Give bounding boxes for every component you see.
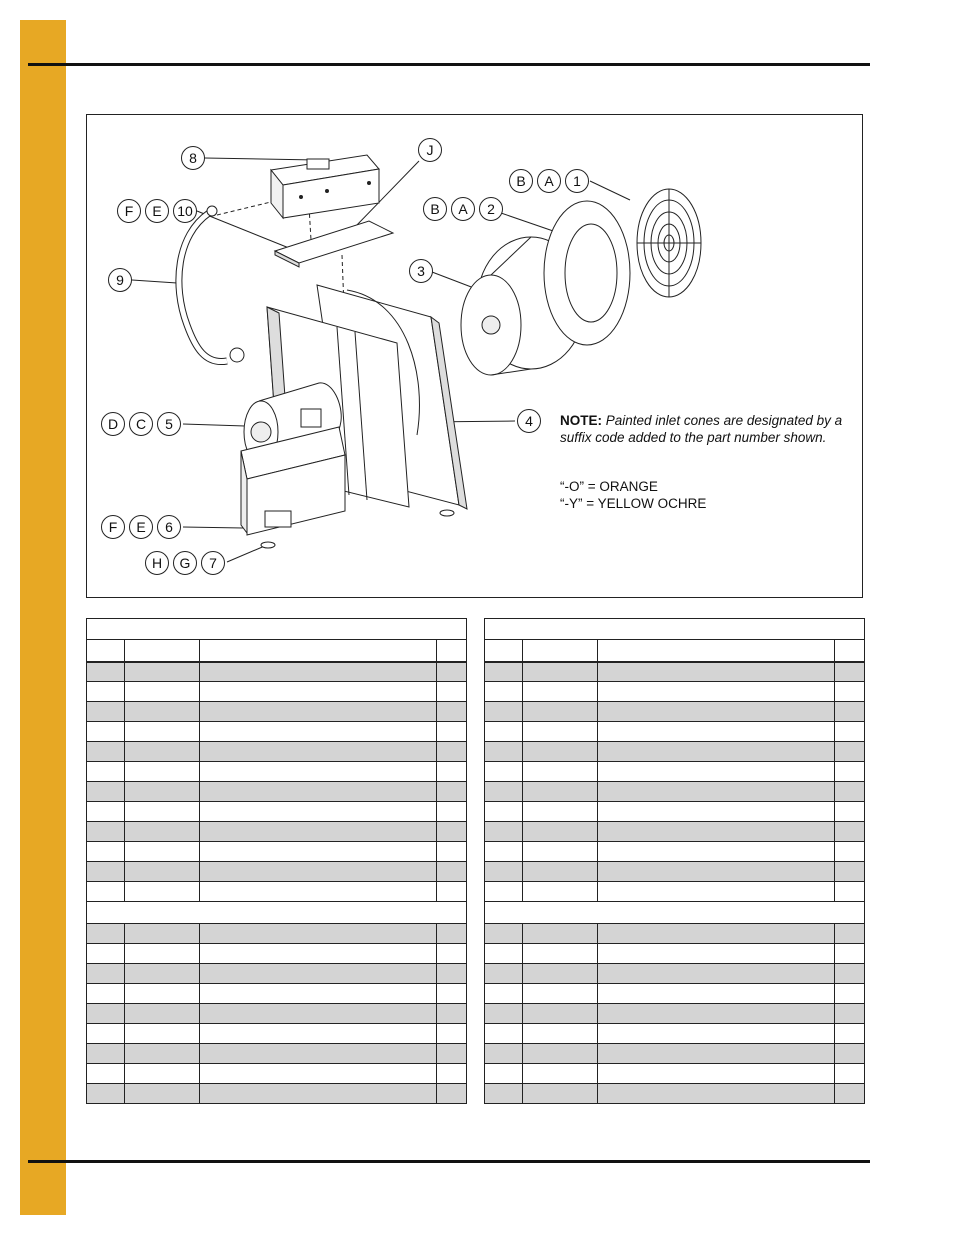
right-table-row-cell bbox=[485, 1064, 523, 1084]
left-table-row-cell bbox=[437, 964, 467, 984]
right-table-row-cell bbox=[523, 924, 598, 944]
left-table-row-cell bbox=[437, 682, 467, 702]
left-table-row-cell bbox=[437, 984, 467, 1004]
left-table-row-cell bbox=[200, 722, 437, 742]
right-table-row-cell bbox=[485, 842, 523, 862]
left-table-row-cell bbox=[200, 1044, 437, 1064]
left-table-header-row-cell bbox=[200, 640, 437, 662]
left-table-row-cell bbox=[200, 802, 437, 822]
right-table-row-cell bbox=[835, 682, 865, 702]
code-orange: “-O” = ORANGE bbox=[560, 479, 658, 494]
right-table-row-cell bbox=[485, 882, 523, 902]
left-table-row-cell bbox=[200, 702, 437, 722]
left-table-row-cell bbox=[125, 802, 200, 822]
right-table-row-cell bbox=[485, 722, 523, 742]
right-table-row-cell bbox=[523, 822, 598, 842]
left-table-row-cell bbox=[87, 722, 125, 742]
right-table-row-cell bbox=[523, 742, 598, 762]
callout-A-2: A bbox=[451, 197, 475, 221]
right-table-row-cell bbox=[523, 862, 598, 882]
right-table-row bbox=[485, 842, 865, 862]
left-table-row-cell bbox=[437, 742, 467, 762]
left-table-row-cell bbox=[437, 1044, 467, 1064]
right-table-row-cell bbox=[523, 1084, 598, 1104]
left-table-row bbox=[87, 842, 467, 862]
right-table-row-cell bbox=[598, 984, 835, 1004]
callout-7: 7 bbox=[201, 551, 225, 575]
right-table-row-cell bbox=[598, 1004, 835, 1024]
right-table-row-cell bbox=[485, 782, 523, 802]
left-table-row-cell bbox=[437, 1004, 467, 1024]
right-table-row-cell bbox=[523, 842, 598, 862]
left-table-row bbox=[87, 964, 467, 984]
right-table-row-cell bbox=[835, 882, 865, 902]
right-table-row bbox=[485, 1084, 865, 1104]
left-table-row-cell bbox=[87, 1044, 125, 1064]
callout-4: 4 bbox=[517, 409, 541, 433]
right-table-row-cell bbox=[598, 682, 835, 702]
right-table-row-cell bbox=[485, 762, 523, 782]
right-table-row-cell bbox=[598, 662, 835, 682]
right-table-row-cell bbox=[485, 1044, 523, 1064]
right-table-row bbox=[485, 1004, 865, 1024]
left-table-subheading-row bbox=[87, 902, 467, 924]
leader-6 bbox=[183, 527, 243, 528]
left-table-row-cell bbox=[125, 762, 200, 782]
conduit bbox=[179, 213, 227, 362]
right-table-row-cell bbox=[598, 944, 835, 964]
right-table-title-row bbox=[485, 619, 865, 640]
right-table-header-row-cell bbox=[523, 640, 598, 662]
right-table-row bbox=[485, 862, 865, 882]
left-table-row-cell bbox=[200, 742, 437, 762]
right-table-row-cell bbox=[835, 1004, 865, 1024]
parts-table-left bbox=[86, 618, 467, 1104]
inlet-cone bbox=[544, 201, 630, 345]
leader-1 bbox=[590, 181, 630, 200]
right-table-row-cell bbox=[598, 702, 835, 722]
left-table-row-cell bbox=[125, 924, 200, 944]
left-table-row bbox=[87, 1064, 467, 1084]
leader-9 bbox=[132, 280, 177, 283]
left-table-row-cell bbox=[437, 862, 467, 882]
right-table-row-cell bbox=[485, 984, 523, 1004]
left-table-row-cell bbox=[87, 1024, 125, 1044]
left-table-row-cell bbox=[87, 862, 125, 882]
left-table-row-cell bbox=[200, 964, 437, 984]
color-code-list bbox=[560, 478, 706, 512]
right-table-row-cell bbox=[835, 964, 865, 984]
left-table-row-cell bbox=[125, 822, 200, 842]
left-table-row-cell bbox=[87, 682, 125, 702]
left-table-row-cell bbox=[87, 702, 125, 722]
right-table-row bbox=[485, 1064, 865, 1084]
left-table-row-cell bbox=[437, 1024, 467, 1044]
left-table-row-cell bbox=[437, 802, 467, 822]
left-table-row-cell bbox=[87, 842, 125, 862]
left-table-row-cell bbox=[200, 682, 437, 702]
left-table-row-cell bbox=[200, 1084, 437, 1104]
right-table-row bbox=[485, 702, 865, 722]
left-table-header-row-cell bbox=[87, 640, 125, 662]
right-table-header-row-cell bbox=[835, 640, 865, 662]
right-table-row-cell bbox=[523, 964, 598, 984]
right-table-row-cell bbox=[485, 822, 523, 842]
leader-7 bbox=[227, 545, 267, 562]
right-table-row bbox=[485, 762, 865, 782]
left-table-row bbox=[87, 944, 467, 964]
right-table-row bbox=[485, 802, 865, 822]
right-table-row bbox=[485, 924, 865, 944]
left-table-row-cell bbox=[125, 842, 200, 862]
left-table-row-cell bbox=[125, 862, 200, 882]
left-table-row-cell bbox=[200, 762, 437, 782]
note-label: NOTE: bbox=[560, 413, 602, 428]
left-table-row-cell bbox=[125, 1064, 200, 1084]
left-table-row bbox=[87, 882, 467, 902]
right-table-header-row-cell bbox=[598, 640, 835, 662]
left-table-row-cell bbox=[87, 882, 125, 902]
left-table-row-cell bbox=[200, 842, 437, 862]
right-table-row-cell bbox=[835, 742, 865, 762]
left-table-row-cell bbox=[87, 822, 125, 842]
left-table-row-cell bbox=[200, 1064, 437, 1084]
right-table-row-cell bbox=[523, 1044, 598, 1064]
left-table-row-cell bbox=[200, 782, 437, 802]
right-table-row bbox=[485, 722, 865, 742]
right-table-title-row-cell bbox=[485, 619, 865, 640]
left-table-row-cell bbox=[87, 944, 125, 964]
callout-D-5: D bbox=[101, 412, 125, 436]
right-table-row-cell bbox=[835, 1084, 865, 1104]
left-table-row-cell bbox=[125, 662, 200, 682]
left-table-row-cell bbox=[437, 722, 467, 742]
left-table-row-cell bbox=[125, 1024, 200, 1044]
callout-B-2: B bbox=[423, 197, 447, 221]
right-table-row-cell bbox=[835, 702, 865, 722]
left-table-row bbox=[87, 762, 467, 782]
right-table-row-cell bbox=[835, 944, 865, 964]
left-table-row-cell bbox=[87, 1084, 125, 1104]
right-table-row-cell bbox=[835, 722, 865, 742]
control-box bbox=[271, 155, 379, 218]
left-table-header-row-cell bbox=[125, 640, 200, 662]
right-table-row-cell bbox=[835, 762, 865, 782]
left-table-title-row bbox=[87, 619, 467, 640]
right-table-row-cell bbox=[835, 862, 865, 882]
cover-plate bbox=[275, 221, 393, 267]
right-table-row-cell bbox=[523, 882, 598, 902]
left-table-subheading-row-cell bbox=[87, 902, 467, 924]
left-table-row bbox=[87, 742, 467, 762]
right-table-row-cell bbox=[485, 964, 523, 984]
left-table-row-cell bbox=[437, 782, 467, 802]
right-table-row-cell bbox=[835, 1064, 865, 1084]
left-table-row-cell bbox=[437, 924, 467, 944]
callout-H-7: H bbox=[145, 551, 169, 575]
callout-6: 6 bbox=[157, 515, 181, 539]
left-table-row-cell bbox=[125, 782, 200, 802]
right-table-row-cell bbox=[485, 1084, 523, 1104]
right-table-row-cell bbox=[485, 682, 523, 702]
callout-8: 8 bbox=[181, 146, 205, 170]
right-table-row bbox=[485, 822, 865, 842]
right-table-row-cell bbox=[523, 802, 598, 822]
left-table-row bbox=[87, 702, 467, 722]
left-table-row-cell bbox=[125, 1004, 200, 1024]
left-table-row bbox=[87, 782, 467, 802]
leader-2 bbox=[501, 213, 559, 233]
callout-5: 5 bbox=[157, 412, 181, 436]
footer-rule bbox=[28, 1160, 870, 1163]
right-table-row-cell bbox=[523, 1004, 598, 1024]
right-table-row-cell bbox=[485, 662, 523, 682]
right-table-row-cell bbox=[598, 822, 835, 842]
left-table-row-cell bbox=[87, 1004, 125, 1024]
left-table-row-cell bbox=[125, 1084, 200, 1104]
left-table-row-cell bbox=[200, 984, 437, 1004]
left-table-row-cell bbox=[437, 1084, 467, 1104]
right-table-row bbox=[485, 742, 865, 762]
right-table-row-cell bbox=[485, 944, 523, 964]
left-table-row bbox=[87, 984, 467, 1004]
right-table-row-cell bbox=[598, 842, 835, 862]
left-table-row-cell bbox=[200, 944, 437, 964]
right-table-row-cell bbox=[835, 1024, 865, 1044]
left-table-row-cell bbox=[87, 1064, 125, 1084]
right-table-row-cell bbox=[523, 782, 598, 802]
left-table-row-cell bbox=[437, 762, 467, 782]
leader-8 bbox=[205, 158, 317, 160]
right-table-row-cell bbox=[598, 1024, 835, 1044]
callout-9: 9 bbox=[108, 268, 132, 292]
left-table-row-cell bbox=[125, 882, 200, 902]
callout-F-10: F bbox=[117, 199, 141, 223]
left-table-row-cell bbox=[125, 984, 200, 1004]
callout-1: 1 bbox=[565, 169, 589, 193]
callout-C-5: C bbox=[129, 412, 153, 436]
right-table-row-cell bbox=[835, 662, 865, 682]
left-table-row-cell bbox=[125, 944, 200, 964]
right-table-row bbox=[485, 882, 865, 902]
left-table-row-cell bbox=[437, 702, 467, 722]
left-table-row-cell bbox=[200, 822, 437, 842]
exploded-parts-figure bbox=[86, 114, 863, 598]
right-table-row-cell bbox=[598, 782, 835, 802]
left-table-row bbox=[87, 822, 467, 842]
left-table-row-cell bbox=[200, 1024, 437, 1044]
right-table-row bbox=[485, 984, 865, 1004]
right-table-row-cell bbox=[485, 1004, 523, 1024]
right-table-subheading-row-cell bbox=[485, 902, 865, 924]
callout-10: 10 bbox=[173, 199, 197, 223]
left-table-row bbox=[87, 1004, 467, 1024]
callout-E-10: E bbox=[145, 199, 169, 223]
left-table-row-cell bbox=[437, 1064, 467, 1084]
left-table-row-cell bbox=[125, 722, 200, 742]
left-table-row-cell bbox=[437, 882, 467, 902]
left-table-row bbox=[87, 802, 467, 822]
right-table-row-cell bbox=[523, 722, 598, 742]
right-table-row bbox=[485, 682, 865, 702]
left-table-row-cell bbox=[87, 782, 125, 802]
right-table-row-cell bbox=[523, 702, 598, 722]
left-table-row-cell bbox=[200, 662, 437, 682]
left-table-row-cell bbox=[437, 944, 467, 964]
right-table-row-cell bbox=[523, 662, 598, 682]
callout-A-1: A bbox=[537, 169, 561, 193]
leader-10 bbox=[197, 211, 289, 248]
left-table-row bbox=[87, 1084, 467, 1104]
right-table-row-cell bbox=[835, 822, 865, 842]
painted-cone-note bbox=[560, 412, 860, 446]
right-table-row-cell bbox=[835, 802, 865, 822]
right-table-row-cell bbox=[485, 1024, 523, 1044]
right-table-row-cell bbox=[598, 862, 835, 882]
left-table-header-row-cell bbox=[437, 640, 467, 662]
callout-J: J bbox=[418, 138, 442, 162]
right-table-row-cell bbox=[835, 1044, 865, 1064]
code-yellow: “-Y” = YELLOW OCHRE bbox=[560, 496, 707, 511]
callout-2: 2 bbox=[479, 197, 503, 221]
left-table-row-cell bbox=[125, 742, 200, 762]
left-table-row-cell bbox=[200, 1004, 437, 1024]
left-table-row bbox=[87, 1044, 467, 1064]
left-table-row-cell bbox=[87, 924, 125, 944]
right-table-header-row bbox=[485, 640, 865, 662]
left-table-row-cell bbox=[125, 702, 200, 722]
right-table-row-cell bbox=[598, 1064, 835, 1084]
callout-F-6: F bbox=[101, 515, 125, 539]
right-table-row-cell bbox=[598, 762, 835, 782]
left-table-row bbox=[87, 682, 467, 702]
note-text: Painted inlet cones are designated by a suffix code added to the part number shown. bbox=[560, 413, 843, 445]
right-table-row-cell bbox=[523, 762, 598, 782]
left-table-row-cell bbox=[87, 964, 125, 984]
right-table-row-cell bbox=[598, 1044, 835, 1064]
left-table-row-cell bbox=[200, 862, 437, 882]
leader-5 bbox=[183, 424, 245, 426]
left-table-title-row-cell bbox=[87, 619, 467, 640]
right-table-row-cell bbox=[485, 924, 523, 944]
left-table-row-cell bbox=[87, 984, 125, 1004]
right-table-row-cell bbox=[835, 984, 865, 1004]
left-table-row-cell bbox=[125, 1044, 200, 1064]
left-table-row-cell bbox=[87, 662, 125, 682]
right-table-row-cell bbox=[485, 742, 523, 762]
callout-G-7: G bbox=[173, 551, 197, 575]
fan-guard bbox=[637, 189, 701, 297]
left-table-row bbox=[87, 722, 467, 742]
right-table-row-cell bbox=[598, 882, 835, 902]
left-table-row-cell bbox=[125, 682, 200, 702]
left-table-header-row bbox=[87, 640, 467, 662]
right-table-row-cell bbox=[835, 782, 865, 802]
right-table-row-cell bbox=[523, 1024, 598, 1044]
right-table-row-cell bbox=[598, 722, 835, 742]
right-table-header-row-cell bbox=[485, 640, 523, 662]
right-table-subheading-row bbox=[485, 902, 865, 924]
callout-3: 3 bbox=[409, 259, 433, 283]
right-table-row-cell bbox=[598, 964, 835, 984]
right-table-row-cell bbox=[835, 842, 865, 862]
right-table-row-cell bbox=[485, 802, 523, 822]
right-table-row-cell bbox=[523, 682, 598, 702]
right-table-row-cell bbox=[598, 924, 835, 944]
right-table-row bbox=[485, 1024, 865, 1044]
right-table-row-cell bbox=[485, 862, 523, 882]
right-table-row-cell bbox=[523, 1064, 598, 1084]
left-table-row-cell bbox=[87, 762, 125, 782]
callout-E-6: E bbox=[129, 515, 153, 539]
left-table-row-cell bbox=[437, 842, 467, 862]
right-table-row-cell bbox=[523, 944, 598, 964]
right-table-row bbox=[485, 782, 865, 802]
left-table-row bbox=[87, 924, 467, 944]
left-table-row-cell bbox=[87, 802, 125, 822]
right-table-row-cell bbox=[485, 702, 523, 722]
side-color-tab bbox=[20, 20, 66, 1215]
right-table-row-cell bbox=[835, 924, 865, 944]
left-table-row-cell bbox=[200, 924, 437, 944]
right-table-row-cell bbox=[598, 802, 835, 822]
left-table-row-cell bbox=[87, 742, 125, 762]
left-table-row-cell bbox=[125, 964, 200, 984]
parts-table-right bbox=[484, 618, 865, 1104]
callout-B-1: B bbox=[509, 169, 533, 193]
left-table-row-cell bbox=[437, 822, 467, 842]
right-table-row bbox=[485, 662, 865, 682]
left-table-row bbox=[87, 862, 467, 882]
right-table-row bbox=[485, 944, 865, 964]
right-table-row bbox=[485, 1044, 865, 1064]
left-table-row-cell bbox=[437, 662, 467, 682]
left-table-row-cell bbox=[200, 882, 437, 902]
right-table-row-cell bbox=[523, 984, 598, 1004]
right-table-row-cell bbox=[598, 742, 835, 762]
left-table-row bbox=[87, 662, 467, 682]
right-table-row-cell bbox=[598, 1084, 835, 1104]
left-table-row bbox=[87, 1024, 467, 1044]
right-table-row bbox=[485, 964, 865, 984]
header-rule bbox=[28, 63, 870, 66]
fan-assembly-drawing bbox=[87, 115, 864, 599]
